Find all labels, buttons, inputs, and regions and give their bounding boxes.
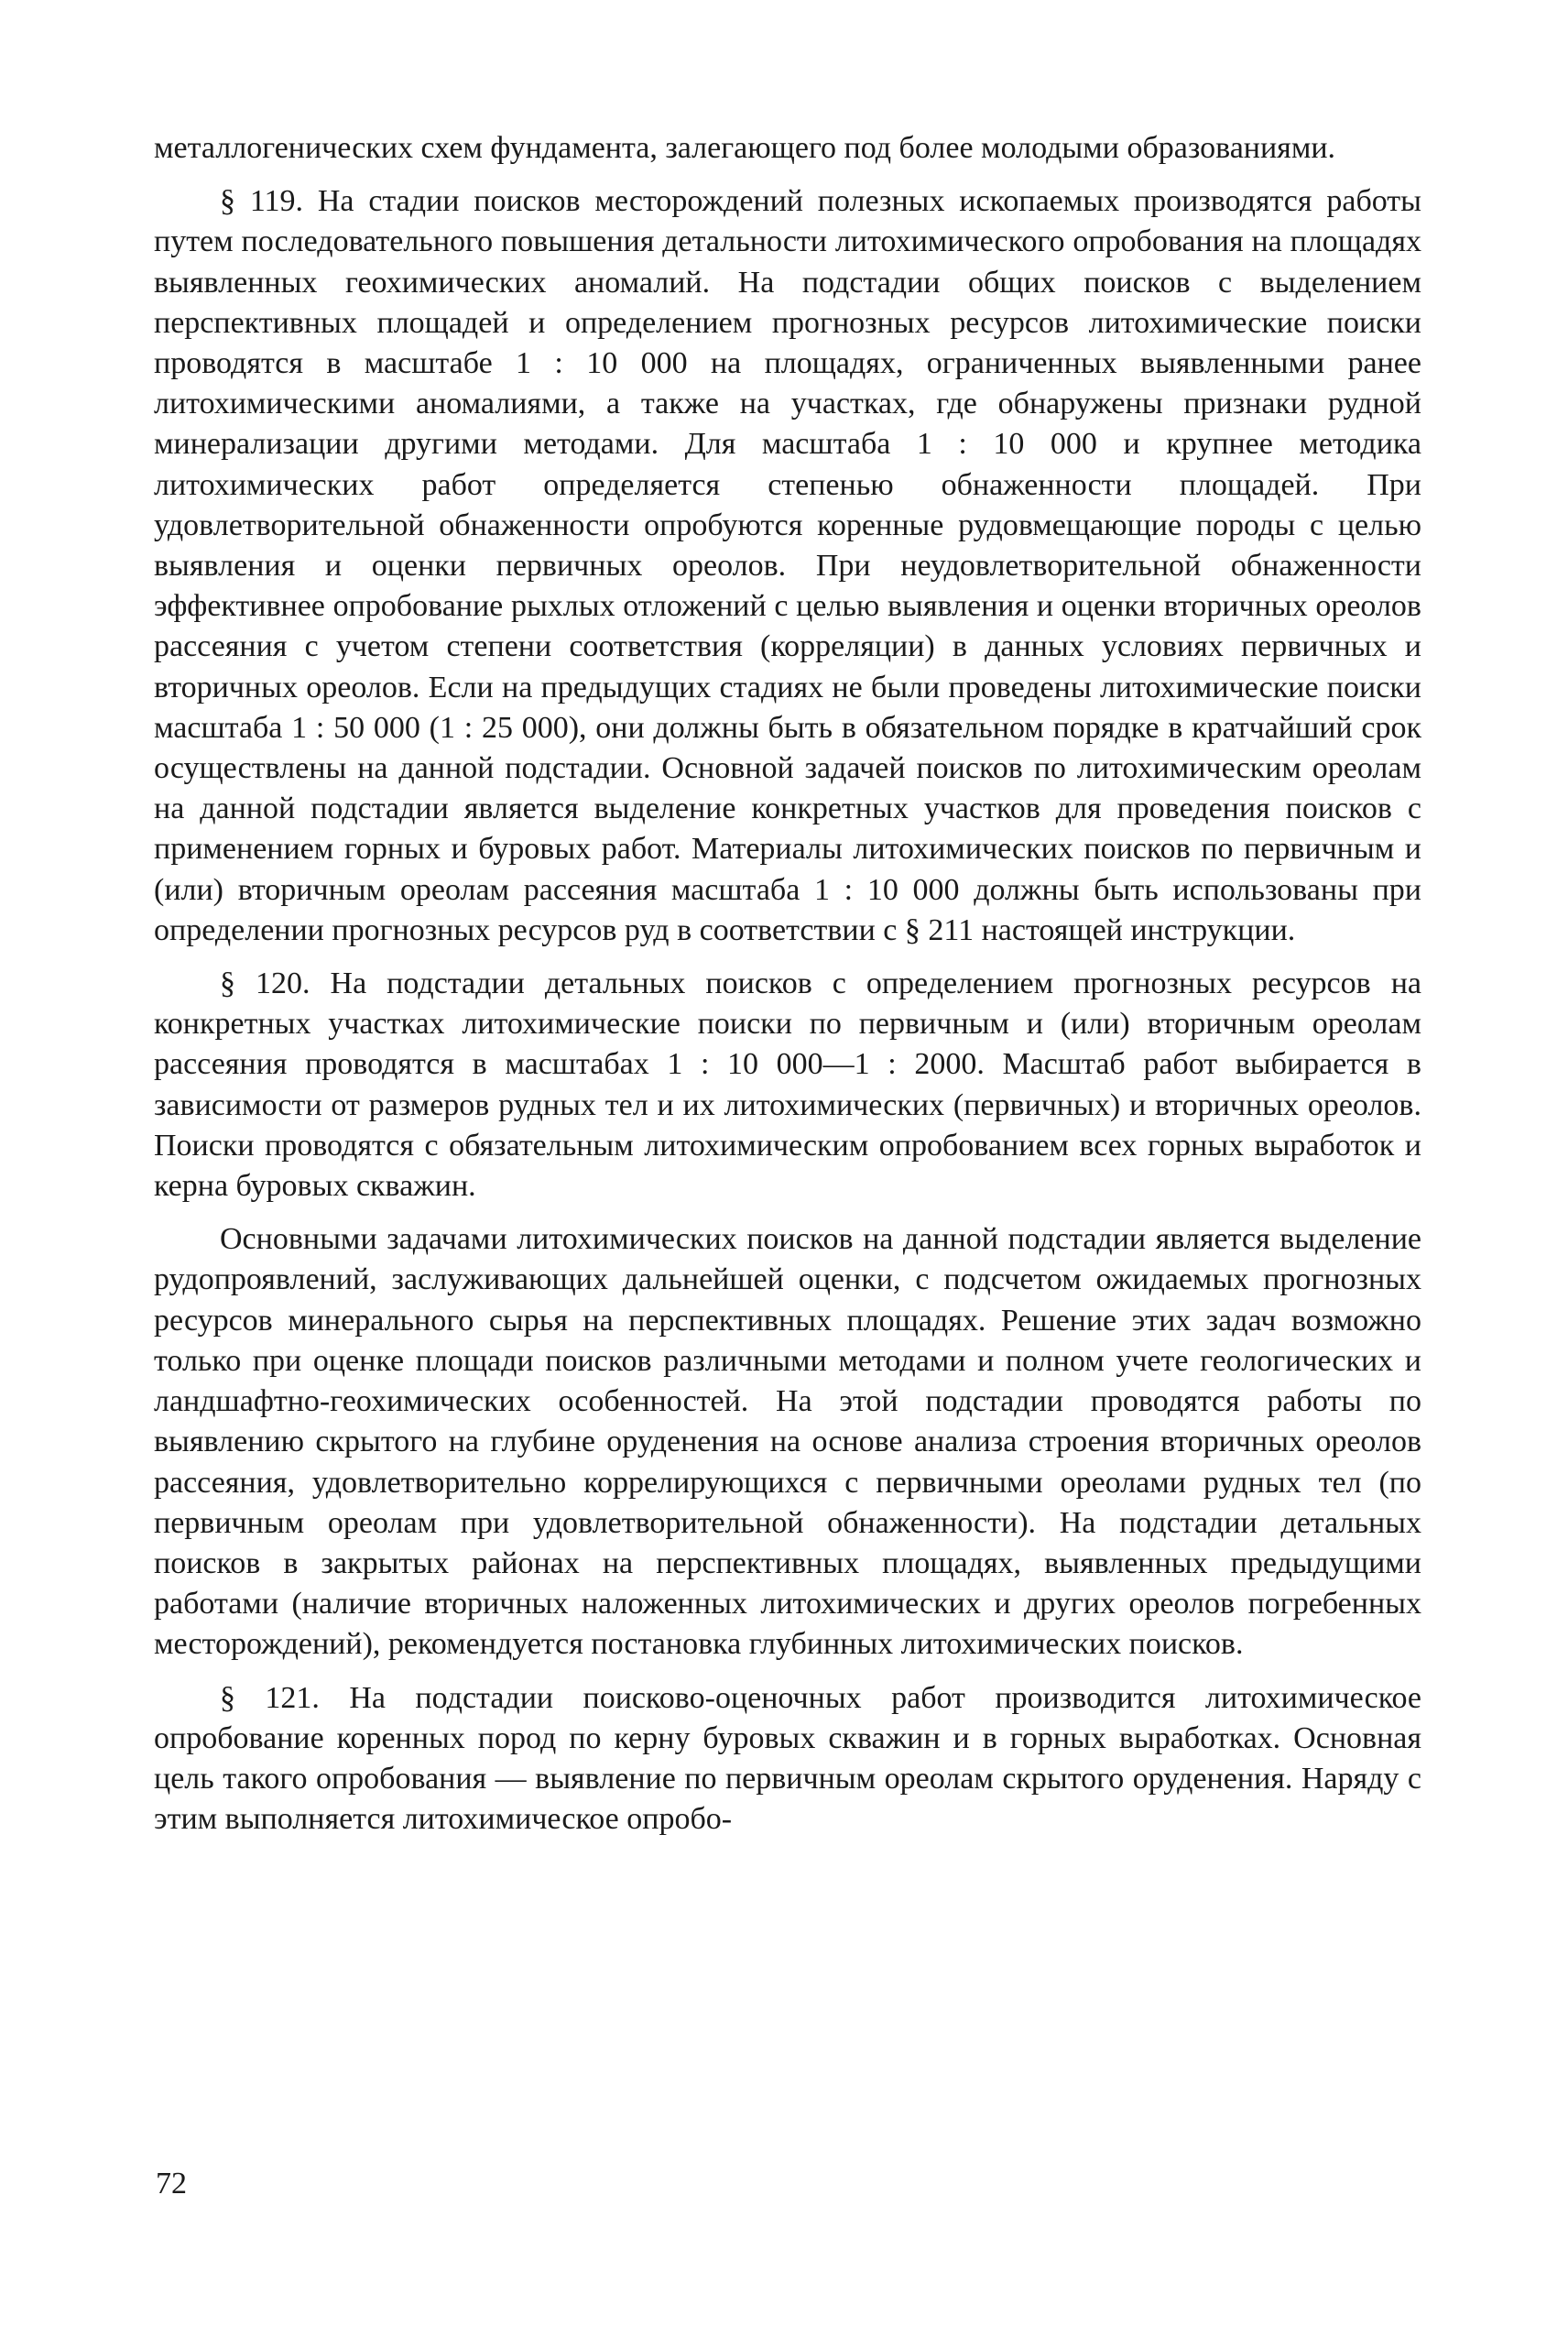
paragraph-continuation: металлогенических схем фундамента, залегающего под более молодыми образованиями. [154, 131, 1336, 165]
paragraph-section-121: § 121. На подстадии поисково-оценочных работ производится литохимическое опробование коренных пород по керну буровых скважин и в горных выработках. Основная цель такого опробования — выявление по первичным ореолам скрытого оруденения. Наряду с этим выполняется литохимическое опробо- [154, 1680, 1421, 1837]
paragraph-section-120: § 120. На подстадии детальных поисков с определением прогнозных ресурсов на конкретных участках литохимические поиски по первичным и (или) вторичным ореолам рассеяния проводятся в масштабах 1 : 10 000—1 : 2000. Масштаб работ выбирается в зависимости от размеров рудных тел и их литохимических (первичных) и вторичных ореолов. Поиски проводятся с обязательным литохимическим опробованием всех горных выработок и керна буровых скважин. [154, 966, 1421, 1204]
page-number: 72 [156, 2167, 187, 2200]
paragraph-section-119: § 119. На стадии поисков месторождений полезных ископаемых производятся работы путем последовательного повышения детальности литохимического опробования на площадях выявленных геохимических аномалий. На подстадии общих поисков с выделением перспективных площадей и определением прогнозных ресурсов литохимические поиски проводятся в масштабе 1 : 10 000 на площадях, ограниченных выявленными ранее литохимическими аномалиями, а также на участках, где обнаружены признаки рудной минерализации другими методами. Для масштаба 1 : 10 000 и крупнее методика литохимических работ определяется степенью обнаженности площадей. При удовлетворительной обнаженности опробуются коренные рудовмещающие породы с целью выявления и оценки первичных ореолов. При неудовлетворительной обнаженности эффективнее опробование рыхлых отложений с целью выявления и оценки вторичных ореолов рассеяния с учетом степени соответствия (корреляции) в данных условиях первичных и вторичных ореолов. Если на предыдущих стадиях не были проведены литохимические поиски масштаба 1 : 50 000 (1 : 25 000), они должны быть в обязательном порядке в кратчайший срок осуществлены на данной подстадии. Основной задачей поисков по литохимическим ореолам на данной подстадии является выделение конкретных участков для проведения поисков с применением горных и буровых работ. Материалы литохимических поисков по первичным и (или) вторичным ореолам рассеяния масштаба 1 : 10 000 должны быть использованы при определении прогнозных ресурсов руд в соответствии с § 211 настоящей инструкции. [154, 184, 1421, 947]
page-body [154, 128, 1421, 1840]
paragraph-main-tasks: Основными задачами литохимических поисков на данной подстадии является выделение рудопроявлений, заслуживающих дальнейшей оценки, с подсчетом ожидаемых прогнозных ресурсов минерального сырья на перспективных площадях. Решение этих задач возможно только при оценке площади поисков различными методами и полном учете геологических и ландшафтно-геохимических особенностей. На этой подстадии проводятся работы по выявлению скрытого на глубине оруденения на основе анализа строения вторичных ореолов рассеяния, удовлетворительно коррелирующихся с первичными ореолами рудных тел (по первичным ореолам при удовлетворительной обнаженности). На подстадии детальных поисков в закрытых районах на перспективных площадях, выявленных предыдущими работами (наличие вторичных наложенных литохимических и других ореолов погребенных месторождений), рекомендуется постановка глубинных литохимических поисков. [154, 1222, 1421, 1662]
